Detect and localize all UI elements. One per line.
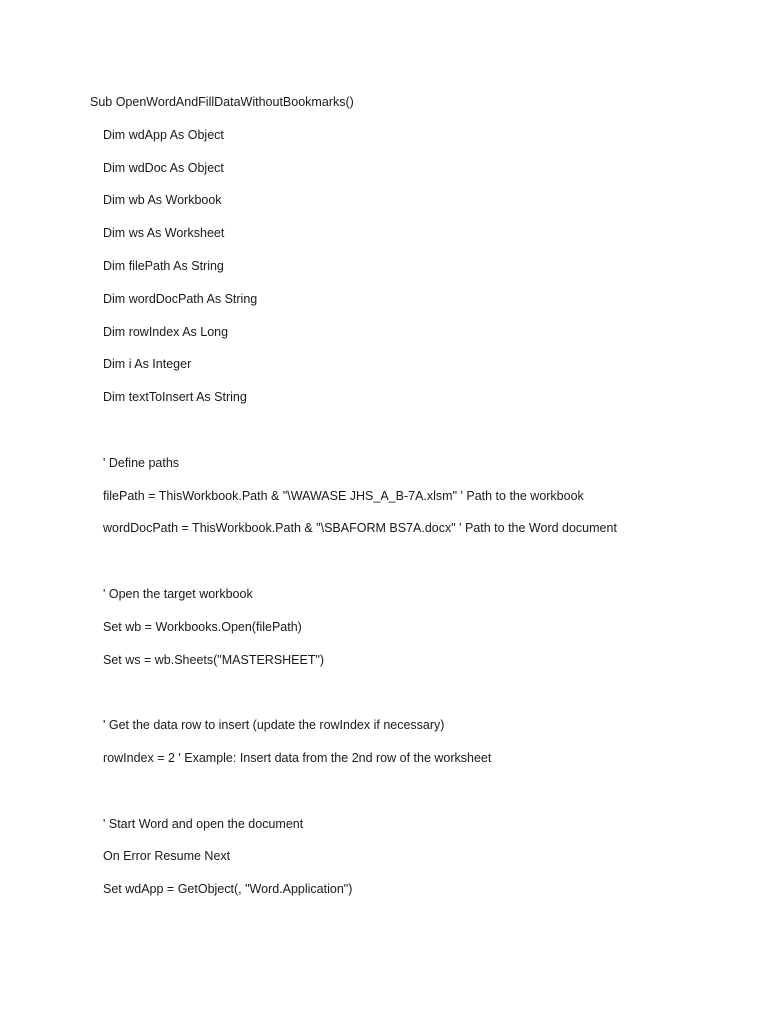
- code-line: ' Start Word and open the document: [103, 816, 304, 831]
- code-listing: [90, 90, 730, 910]
- code-line: Set ws = wb.Sheets("MASTERSHEET"): [103, 652, 325, 667]
- code-line: Dim wdDoc As Object: [103, 160, 224, 175]
- code-line: Dim i As Integer: [103, 357, 192, 372]
- code-line: ' Define paths: [103, 455, 180, 470]
- code-line: Dim rowIndex As Long: [103, 324, 229, 339]
- blank-line: [90, 549, 730, 582]
- code-line: Sub OpenWordAndFillDataWithoutBookmarks(): [90, 95, 354, 109]
- code-line: Dim textToInsert As String: [103, 390, 247, 405]
- code-line: Dim wdApp As Object: [103, 127, 224, 142]
- code-line: Dim wb As Workbook: [103, 193, 222, 208]
- code-line: Dim filePath As String: [103, 258, 224, 273]
- code-line: ' Get the data row to insert (update the rowIndex if necessary): [103, 718, 445, 733]
- blank-line: [90, 680, 730, 713]
- code-line: Set wdApp = GetObject(, "Word.Application"): [103, 882, 353, 897]
- code-line: Set wb = Workbooks.Open(filePath): [103, 619, 302, 634]
- blank-line: [90, 779, 730, 812]
- code-line: On Error Resume Next: [103, 849, 231, 864]
- code-line: ' Open the target workbook: [103, 586, 253, 601]
- blank-line: [90, 418, 730, 451]
- code-line: Dim ws As Worksheet: [103, 226, 225, 241]
- code-line: rowIndex = 2 ' Example: Insert data from the 2nd row of the worksheet: [103, 750, 492, 765]
- code-line: Dim wordDocPath As String: [103, 291, 258, 306]
- code-line: wordDocPath = ThisWorkbook.Path & "\SBAFORM BS7A.docx" ' Path to the Word document: [103, 521, 617, 536]
- code-line: filePath = ThisWorkbook.Path & "\WAWASE JHS_A_B-7A.xlsm" ' Path to the workbook: [103, 488, 584, 503]
